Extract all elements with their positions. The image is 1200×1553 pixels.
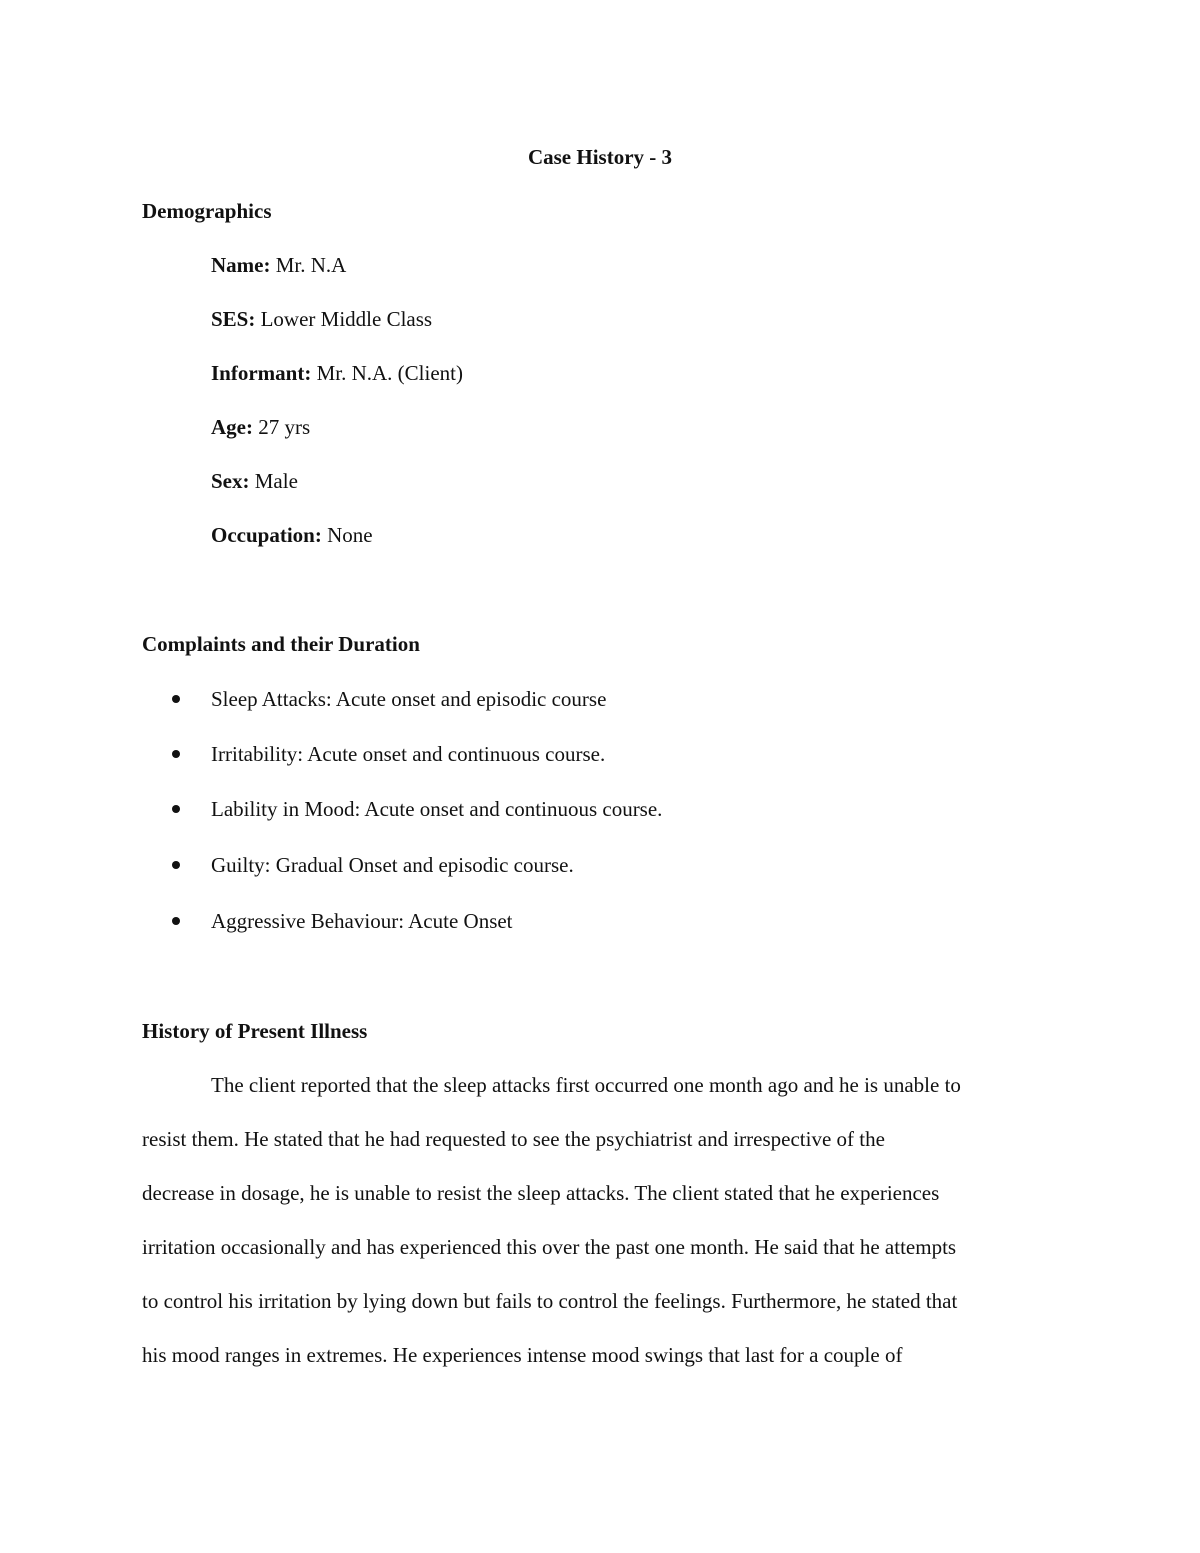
history-heading: History of Present Illness xyxy=(142,1019,368,1043)
complaints-heading: Complaints and their Duration xyxy=(142,632,420,656)
list-item xyxy=(172,741,606,767)
bullet-icon xyxy=(172,861,180,869)
list-item xyxy=(172,852,574,878)
list-item xyxy=(172,908,513,934)
field-age xyxy=(211,414,310,440)
field-value: Mr. N.A xyxy=(270,253,347,277)
demographics-heading: Demographics xyxy=(142,199,272,223)
bullet-icon xyxy=(172,750,180,758)
field-label: SES: xyxy=(211,307,256,331)
paragraph-line: his mood ranges in extremes. He experiences intense mood swings that last for a couple of xyxy=(142,1343,903,1367)
paragraph-line: irritation occasionally and has experienced this over the past one month. He said that he attempts xyxy=(142,1235,957,1259)
bullet-icon xyxy=(172,917,180,925)
field-value: Lower Middle Class xyxy=(255,307,433,331)
list-item xyxy=(172,796,663,822)
paragraph-line: The client reported that the sleep attacks first occurred one month ago and he is unable to xyxy=(211,1073,961,1097)
field-occupation xyxy=(211,522,373,548)
field-label: Sex: xyxy=(211,469,250,493)
bullet-icon xyxy=(172,805,180,813)
list-item-text: Lability in Mood: Acute onset and continuous course. xyxy=(211,797,663,821)
field-value: Mr. N.A. (Client) xyxy=(311,361,463,385)
field-name xyxy=(211,252,346,278)
list-item-text: Guilty: Gradual Onset and episodic course. xyxy=(211,853,574,877)
page-title: Case History - 3 xyxy=(527,145,673,169)
field-label: Age: xyxy=(211,415,253,439)
paragraph-line: decrease in dosage, he is unable to resist the sleep attacks. The client stated that he experiences xyxy=(142,1181,940,1205)
field-informant xyxy=(211,360,463,386)
list-item-text: Irritability: Acute onset and continuous course. xyxy=(211,742,606,766)
field-label: Informant: xyxy=(211,361,312,385)
field-value: None xyxy=(321,523,373,547)
field-value: Male xyxy=(249,469,298,493)
field-label: Name: xyxy=(211,253,271,277)
field-ses xyxy=(211,306,432,332)
field-label: Occupation: xyxy=(211,523,322,547)
list-item xyxy=(172,686,607,712)
list-item-text: Aggressive Behaviour: Acute Onset xyxy=(211,909,513,933)
field-value: 27 yrs xyxy=(252,415,311,439)
paragraph-line: to control his irritation by lying down but fails to control the feelings. Furthermore, he stated that xyxy=(142,1289,958,1313)
field-sex xyxy=(211,468,298,494)
paragraph-line: resist them. He stated that he had requested to see the psychiatrist and irrespective of the xyxy=(142,1127,885,1151)
list-item-text: Sleep Attacks: Acute onset and episodic course xyxy=(211,687,607,711)
bullet-icon xyxy=(172,695,180,703)
